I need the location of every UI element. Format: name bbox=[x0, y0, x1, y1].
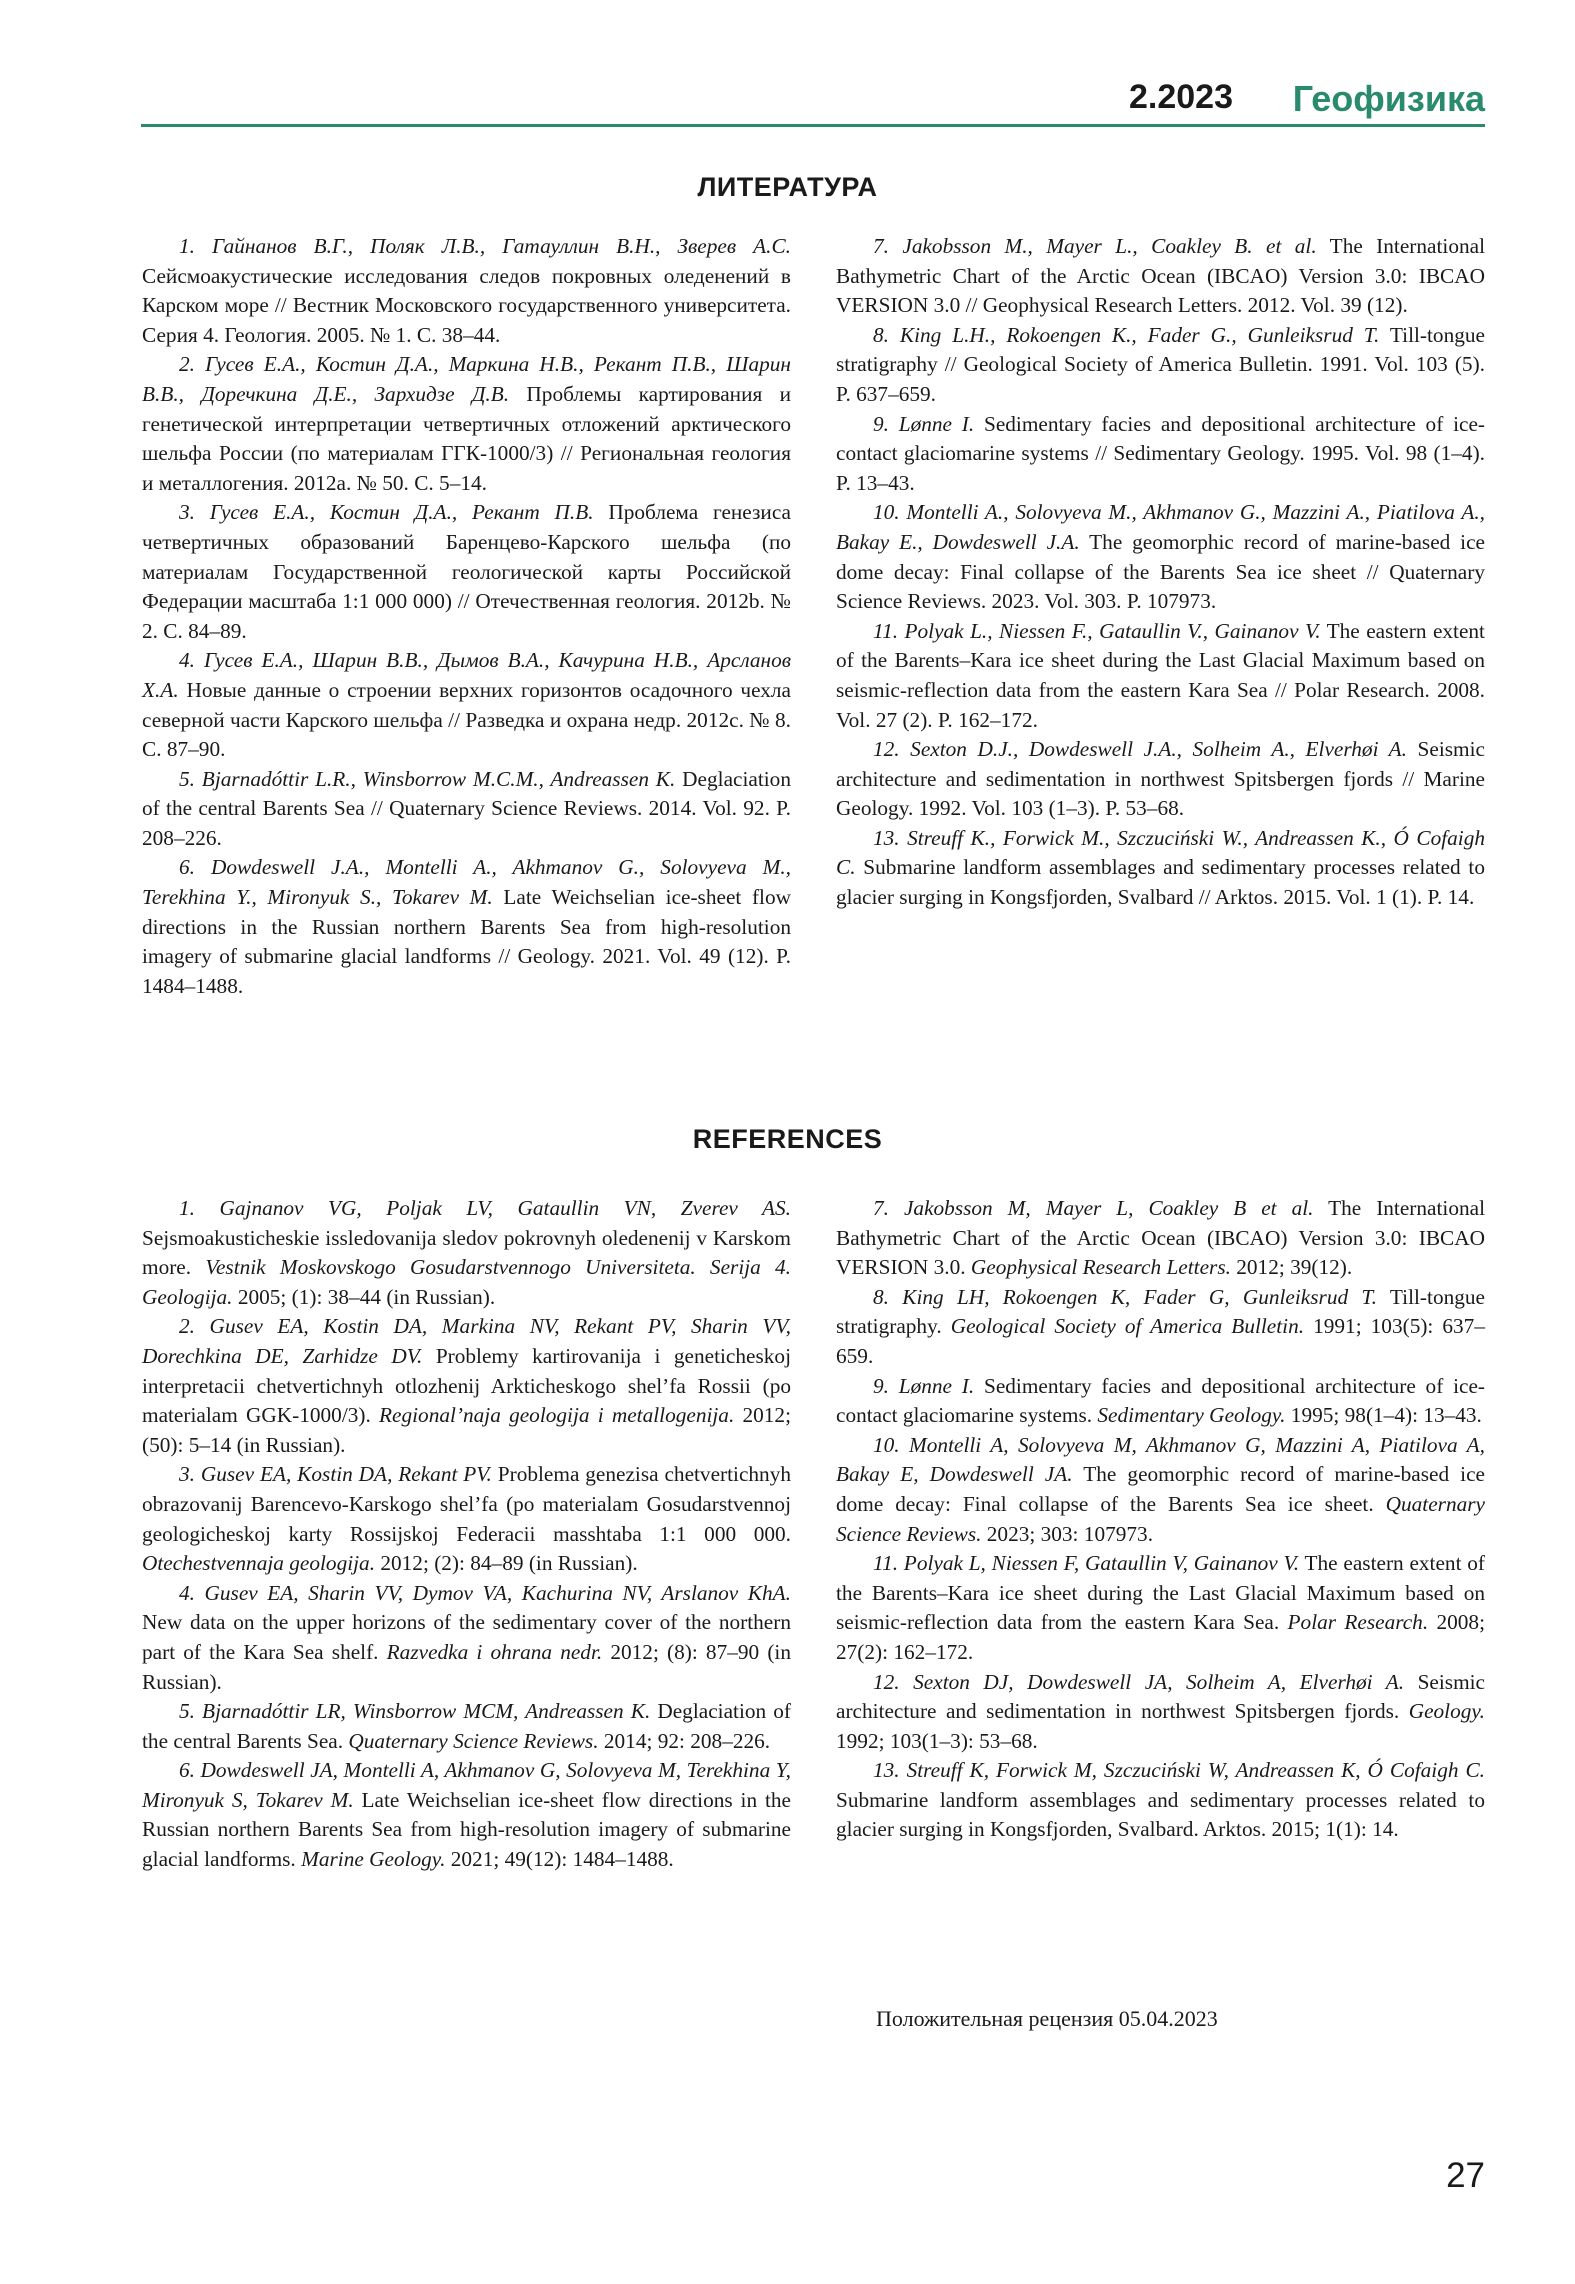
reference-text: The International Bathymetric Chart of the Arctic Ocean (IBCAO) Version 3.0: IBCAO VERSION 3.0 // Geophysical Research Letters. 2012. Vol. 39 (12). bbox=[836, 234, 1485, 318]
reference-details: 2014; 92: 208–226. bbox=[598, 1728, 771, 1753]
reference-authors: 10. Montelli A., Solovyeva M., Akhmanov G., Mazzini A., Piatilova A., Bakay E., Dowdeswell J.A. bbox=[836, 500, 1485, 554]
reference-journal: Sedimentary Geology. bbox=[1097, 1403, 1286, 1428]
reference-authors: 4. Gusev EA, Sharin VV, Dymov VA, Kachurina NV, Arslanov KhA. bbox=[179, 1580, 791, 1605]
reference-journal: Geology. bbox=[1408, 1699, 1485, 1724]
reference-text: Deglaciation of the central Barents Sea. bbox=[142, 1699, 791, 1753]
reference-entry bbox=[142, 1312, 791, 1460]
page-number: 27 bbox=[1446, 2156, 1485, 2195]
reference-authors: 5. Bjarnadóttir L.R., Winsborrow M.C.M., Andreassen K. bbox=[179, 766, 676, 791]
reference-entry bbox=[142, 646, 791, 764]
reference-journal: Quaternary Science Reviews. bbox=[348, 1728, 599, 1753]
reference-details: 2023; 303: 107973. bbox=[981, 1521, 1154, 1546]
journal-title: Геофизика bbox=[1292, 78, 1485, 119]
reference-entry bbox=[836, 410, 1485, 499]
reference-text: Сейсмоакустические исследования следов покровных оледенений в Карском море // Вестник Московского государственного университета. Серия 4. Геология. 2005. № 1. С. 38–44. bbox=[142, 263, 791, 347]
reference-text: The geomorphic record of marine-based ice dome decay: Final collapse of the Barents Sea ice sheet // Quaternary Science Reviews. 2023. Vol. 303. P. 107973. bbox=[836, 529, 1485, 614]
reference-authors: 11. Polyak L., Niessen F., Gataullin V., Gainanov V. bbox=[873, 618, 1321, 643]
reference-entry bbox=[836, 498, 1485, 616]
reference-text: Problemy kartirovanija i geneticheskoj interpretacii chetvertichnyh otlozhenij Arkticheskogo shel’fa Rossii (po materialam GGK-1000/3). bbox=[142, 1343, 791, 1428]
reference-journal: Vestnik Moskovskogo Gosudarstvennogo Universiteta. Serija 4. Geologija. bbox=[142, 1255, 791, 1309]
reference-text: Sedimentary facies and depositional architecture of ice-contact glaciomarine systems // Sedimentary Geology. 1995. Vol. 98 (1–4). P. 13–43. bbox=[836, 411, 1485, 495]
reference-authors: 13. Streuff K., Forwick M., Szczuciński W., Andreassen K., Ó Cofaigh C. bbox=[836, 825, 1485, 880]
reference-entry bbox=[836, 1549, 1485, 1667]
reference-details: 1991; 103(5): 637–659. bbox=[836, 1314, 1485, 1368]
reference-text: Submarine landform assemblages and sedimentary processes related to glacier surging in Kongsfjorden, Svalbard. Arktos. 2015; 1(1): 14. bbox=[836, 1787, 1485, 1842]
reference-journal: Regional’naja geologija i metallogenija. bbox=[379, 1403, 735, 1428]
reference-entry bbox=[142, 765, 791, 854]
reference-authors: 9. Lønne I. bbox=[873, 1373, 975, 1398]
reference-entry bbox=[142, 350, 791, 498]
reference-journal: Marine Geology. bbox=[301, 1847, 446, 1872]
reference-entry bbox=[142, 232, 791, 350]
reference-text: Seismic architecture and sedimentation in northwest Spitsbergen fjords. bbox=[836, 1669, 1486, 1724]
reference-text: The International Bathymetric Chart of the Arctic Ocean (IBCAO) Version 3.0: IBCAO VERSION 3.0. bbox=[836, 1196, 1485, 1280]
reference-authors: 3. Gusev EA, Kostin DA, Rekant PV. bbox=[179, 1462, 492, 1487]
section-title-references: REFERENCES bbox=[692, 1124, 883, 1154]
reference-text: The eastern extent of the Barents–Kara ice sheet during the Last Glacial Maximum based on seismic-reflection data from the eastern Kara Sea // Polar Research. 2008. Vol. 27 (2). P. 162–172. bbox=[836, 618, 1485, 732]
reference-authors: 2. Gusev EA, Kostin DA, Markina NV, Rekant PV, Sharin VV, Dorechkina DE, Zarhidze DV. bbox=[142, 1314, 791, 1368]
reference-text: The geomorphic record of marine-based ice dome decay: Final collapse of the Barents Sea ice sheet. bbox=[836, 1462, 1485, 1516]
reference-text: Deglaciation of the central Barents Sea // Quaternary Science Reviews. 2014. Vol. 92. P. 208–226. bbox=[142, 766, 791, 850]
reference-entry bbox=[836, 1283, 1485, 1372]
review-note: Положительная рецензия 05.04.2023 bbox=[876, 2006, 1218, 2031]
header-rule bbox=[141, 124, 1485, 127]
section-title-literatura: ЛИТЕРАТУРА bbox=[697, 172, 878, 202]
reference-text: Sedimentary facies and depositional architecture of ice-contact glaciomarine systems. bbox=[836, 1373, 1485, 1428]
reference-entry bbox=[142, 1194, 791, 1312]
reference-text: Проблема генезиса четвертичных образований Баренцево-Карского шельфа (по материалам Государственной геологической карты Российской Федерации масштаба 1:1 000 000) // Отечественная геология. 2012b. № 2. С. 84–89. bbox=[142, 500, 791, 643]
reference-authors: 11. Polyak L, Niessen F, Gataullin V, Gainanov V. bbox=[873, 1551, 1300, 1576]
reference-authors: 9. Lønne I. bbox=[873, 411, 975, 436]
reference-authors: 3. Гусев Е.А., Костин Д.А., Рекант П.В. bbox=[179, 500, 594, 525]
reference-text: Submarine landform assemblages and sedimentary processes related to glacier surging in Kongsfjorden, Svalbard // Arktos. 2015. Vol. 1 (1). P. 14. bbox=[836, 855, 1485, 910]
reference-authors: 7. Jakobsson M, Mayer L, Coakley B et al. bbox=[873, 1196, 1314, 1220]
reference-authors: 5. Bjarnadóttir LR, Winsborrow MCM, Andreassen K. bbox=[179, 1699, 651, 1724]
reference-text: Late Weichselian ice-sheet flow directions in the Russian northern Barents Sea from high-resolution imagery of submarine glacial landforms. bbox=[142, 1787, 791, 1872]
reference-details: 2005; (1): 38–44 (in Russian). bbox=[232, 1284, 496, 1309]
reference-journal: Quaternary Science Reviews. bbox=[836, 1491, 1485, 1546]
reference-journal: Razvedka i ohrana nedr. bbox=[386, 1639, 603, 1664]
reference-authors: 6. Dowdeswell J.A., Montelli A., Akhmanov G., Solovyeva M., Terekhina Y., Mironyuk S., Tokarev M. bbox=[142, 855, 791, 910]
references-right-column bbox=[836, 1194, 1485, 1845]
reference-details: 2012; (50): 5–14 (in Russian). bbox=[142, 1403, 791, 1457]
reference-authors: 1. Gajnanov VG, Poljak LV, Gataullin VN, Zverev AS. bbox=[179, 1196, 791, 1220]
reference-authors: 6. Dowdeswell JA, Montelli A, Akhmanov G, Solovyeva M, Terekhina Y, Mironyuk S, Tokarev M. bbox=[142, 1758, 791, 1812]
reference-entry bbox=[142, 853, 791, 1001]
reference-entry bbox=[836, 1431, 1485, 1549]
reference-authors: 12. Sexton D.J., Dowdeswell J.A., Solheim A., Elverhøi A. bbox=[873, 737, 1407, 762]
reference-entry bbox=[836, 321, 1485, 410]
reference-details: 2012; (8): 87–90 (in Russian). bbox=[142, 1639, 791, 1694]
reference-entry bbox=[836, 824, 1485, 913]
reference-entry bbox=[142, 498, 791, 646]
reference-authors: 1. Гайнанов В.Г., Поляк Л.В., Гатауллин В.Н., Зверев А.С. bbox=[179, 234, 791, 258]
reference-authors: 10. Montelli A, Solovyeva M, Akhmanov G, Mazzini A, Piatilova A, Bakay E, Dowdeswell JA. bbox=[836, 1432, 1485, 1487]
references-left-column bbox=[142, 1194, 791, 1875]
reference-details: 1995; 98(1–4): 13–43. bbox=[1285, 1403, 1482, 1428]
reference-entry bbox=[836, 1194, 1485, 1283]
issue-number: 2.2023 bbox=[1129, 78, 1233, 116]
literatura-left-column bbox=[142, 232, 791, 1001]
reference-text: The eastern extent of the Barents–Kara ice sheet during the Last Glacial Maximum based on seismic-reflection data from the eastern Kara Sea. bbox=[836, 1551, 1485, 1635]
reference-entry bbox=[836, 1668, 1485, 1757]
reference-authors: 7. Jakobsson M., Mayer L., Coakley B. et al. bbox=[873, 234, 1317, 258]
reference-entry bbox=[836, 1756, 1485, 1845]
reference-entry bbox=[142, 1697, 791, 1756]
reference-text: Проблемы картирования и генетической интерпретации четвертичных отложений арктического шельфа России (по материалам ГГК-1000/3) // Региональная геология и металлогения. 2012а. № 50. С. 5–14. bbox=[142, 381, 791, 495]
reference-authors: 2. Гусев Е.А., Костин Д.А., Маркина Н.В., Рекант П.В., Шарин В.В., Доречкина Д.Е., Зархидзе Д.В. bbox=[142, 352, 791, 406]
reference-authors: 8. King L.H., Rokoengen K., Fader G., Gunleiksrud T. bbox=[873, 322, 1380, 347]
reference-journal: Geophysical Research Letters. bbox=[970, 1255, 1231, 1280]
reference-journal: Polar Research. bbox=[1287, 1610, 1429, 1635]
reference-text: Seismic architecture and sedimentation in northwest Spitsbergen fjords // Marine Geology. 1992. Vol. 103 (1–3). P. 53–68. bbox=[836, 737, 1485, 821]
reference-entry bbox=[142, 1579, 791, 1697]
page-header bbox=[141, 70, 1485, 128]
literatura-right-column bbox=[836, 232, 1485, 913]
reference-text: Sejsmoakusticheskie issledovanija sledov pokrovnyh oledenenij v Karskom more. bbox=[142, 1225, 791, 1280]
reference-details: 2008; 27(2): 162–172. bbox=[836, 1610, 1485, 1664]
reference-authors: 12. Sexton DJ, Dowdeswell JA, Solheim A, Elverhøi A. bbox=[873, 1669, 1405, 1694]
reference-text: Новые данные о строении верхних горизонтов осадочного чехла северной части Карского шельфа // Разведка и охрана недр. 2012с. № 8. С. 87–90. bbox=[142, 677, 791, 762]
reference-entry bbox=[836, 232, 1485, 321]
reference-journal: Otechestvennaja geologija. bbox=[142, 1551, 376, 1576]
reference-entry bbox=[836, 617, 1485, 735]
reference-text: Till-tongue stratigraphy // Geological Society of America Bulletin. 1991. Vol. 103 (5). P. 637–659. bbox=[836, 322, 1485, 406]
reference-details: 1992; 103(1–3): 53–68. bbox=[836, 1728, 1038, 1753]
reference-text: Problema genezisa chetvertichnyh obrazovanij Barencevo-Karskogo shel’fa (po materialam Gosudarstvennoj geologicheskoj karty Rossijskoj Federacii masshtaba 1:1 000 000. bbox=[142, 1462, 792, 1546]
reference-entry bbox=[142, 1460, 791, 1578]
reference-journal: Geological Society of America Bulletin. bbox=[950, 1314, 1305, 1339]
reference-entry bbox=[142, 1756, 791, 1874]
reference-details: 2012; (2): 84–89 (in Russian). bbox=[375, 1551, 638, 1576]
reference-text: Till-tongue stratigraphy. bbox=[836, 1284, 1485, 1339]
reference-entry bbox=[836, 735, 1485, 824]
reference-authors: 4. Гусев Е.А., Шарин В.В., Дымов В.А., Качурина Н.В., Арсланов Х.А. bbox=[142, 648, 791, 702]
reference-authors: 13. Streuff K, Forwick M, Szczuciński W, Andreassen K, Ó Cofaigh C. bbox=[873, 1758, 1485, 1783]
reference-entry bbox=[836, 1372, 1485, 1431]
reference-details: 2021; 49(12): 1484–1488. bbox=[445, 1847, 674, 1872]
reference-authors: 8. King LH, Rokoengen K, Fader G, Gunleiksrud T. bbox=[873, 1284, 1378, 1309]
reference-text: Late Weichselian ice-sheet flow directions in the Russian northern Barents Sea from high-resolution imagery of submarine glacial landforms // Geology. 2021. Vol. 49 (12). P. 1484–1488. bbox=[142, 885, 791, 998]
reference-text: New data on the upper horizons of the sedimentary cover of the northern part of the Kara Sea shelf. bbox=[142, 1610, 791, 1664]
reference-details: 2012; 39(12). bbox=[1230, 1255, 1353, 1280]
